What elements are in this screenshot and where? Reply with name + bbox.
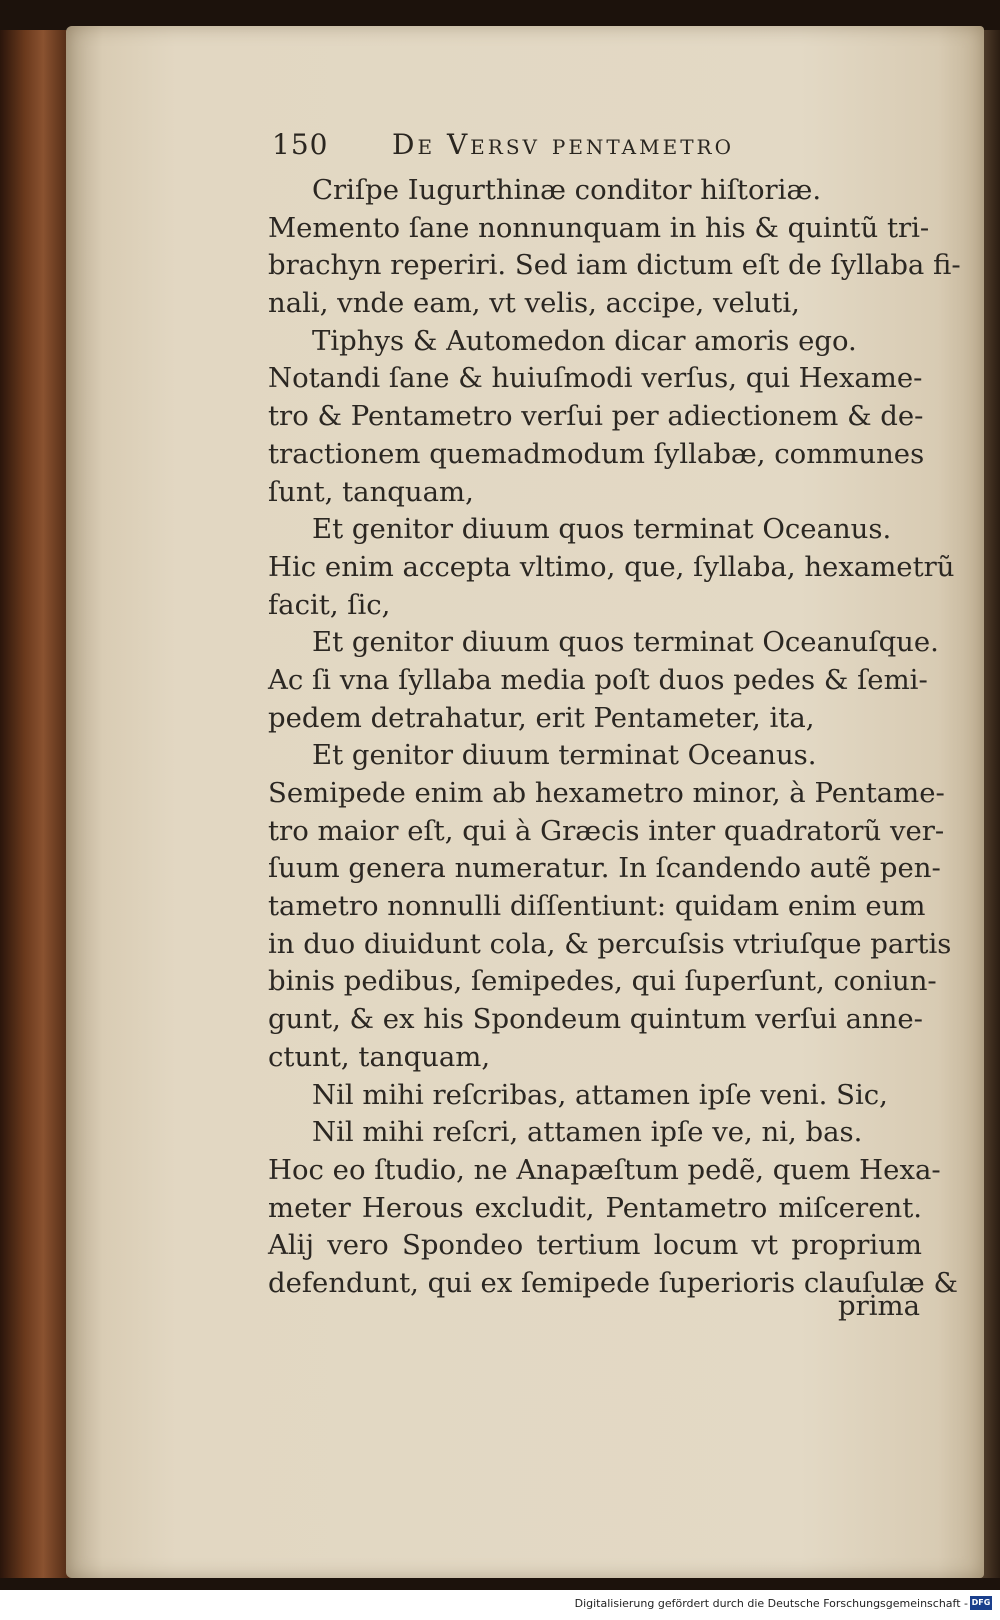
text-line: Notandi ſane & huiuſmodi verſus, qui Hexame- <box>268 362 923 395</box>
text-line: Hic enim accepta vltimo, que, ſyllaba, hexametrũ <box>268 550 955 583</box>
book-spine <box>0 30 72 1578</box>
text-line: in duo diuidunt cola, & percuſsis vtriuſque partis <box>268 927 952 960</box>
text-line: tametro nonnulli diſſentiunt: quidam enim eum <box>268 890 926 923</box>
text-line: binis pedibus, ſemipedes, qui ſuperſunt, coniun- <box>268 965 937 998</box>
text-block <box>268 172 961 1303</box>
text-line: nali, vnde eam, vt velis, accipe, veluti, <box>268 287 800 320</box>
text-line: Ac ſi vna ſyllaba media poſt duos pedes & ſemi- <box>268 663 928 696</box>
text-line: defendunt, qui ex ſemipede ſuperioris clauſulæ & <box>268 1266 958 1299</box>
text-line: ctunt, tanquam, <box>268 1040 491 1073</box>
text-line: ſunt, tanquam, <box>268 475 474 508</box>
text-line: Nil mihi reſcri, attamen ipſe ve, ni, bas. <box>312 1116 863 1149</box>
running-title: De Versv pentametro <box>392 128 734 161</box>
text-line: Et genitor diuum quos terminat Oceanus. <box>312 513 892 546</box>
text-line: Memento ſane nonnunquam in his & quintũ tri- <box>268 211 930 244</box>
footer-credit: Digitalisierung gefördert durch die Deutsche Forschungsgemeinschaft - <box>574 1597 968 1610</box>
text-line: Alij vero Spondeo tertium locum vt proprium <box>268 1229 922 1262</box>
text-line: Semipede enim ab hexametro minor, à Pentame- <box>268 777 945 809</box>
text-line: Criſpe Iugurthinæ conditor hiſtoriæ. <box>312 174 822 206</box>
page-header <box>272 128 872 172</box>
catchword: prima <box>837 1290 920 1322</box>
text-line: Et genitor diuum quos terminat Oceanuſque. <box>312 626 939 659</box>
text-line: gunt, & ex his Spondeum quintum verſui anne- <box>268 1003 923 1036</box>
text-line: tractionem quemadmodum ſyllabæ, communes <box>268 437 925 470</box>
text-line: pedem detrahatur, erit Pentameter, ita, <box>268 701 815 734</box>
text-line: ſuum genera numeratur. In ſcandendo autẽ pen- <box>268 852 941 885</box>
text-line: facit, ſic, <box>268 588 391 621</box>
text-line: Nil mihi reſcribas, attamen ipſe veni. Sic, <box>312 1078 888 1111</box>
text-line: tro & Pentametro verſui per adiectionem & de- <box>268 400 924 433</box>
text-line: meter Herous excludit, Pentametro miſcerent. <box>268 1191 922 1224</box>
text-line: Tiphys & Automedon dicar amoris ego. <box>312 324 857 357</box>
text-line: Et genitor diuum terminat Oceanus. <box>312 739 817 772</box>
text-line: tro maior eſt, qui à Græcis inter quadratorũ ver- <box>268 814 945 847</box>
text-line: brachyn reperiri. Sed iam dictum eſt de ſyllaba fi- <box>268 249 961 282</box>
dfg-logo: DFG <box>970 1596 992 1610</box>
page-number: 150 <box>272 128 329 161</box>
text-line: Hoc eo ſtudio, ne Anapæſtum pedẽ, quem Hexa- <box>268 1153 941 1186</box>
